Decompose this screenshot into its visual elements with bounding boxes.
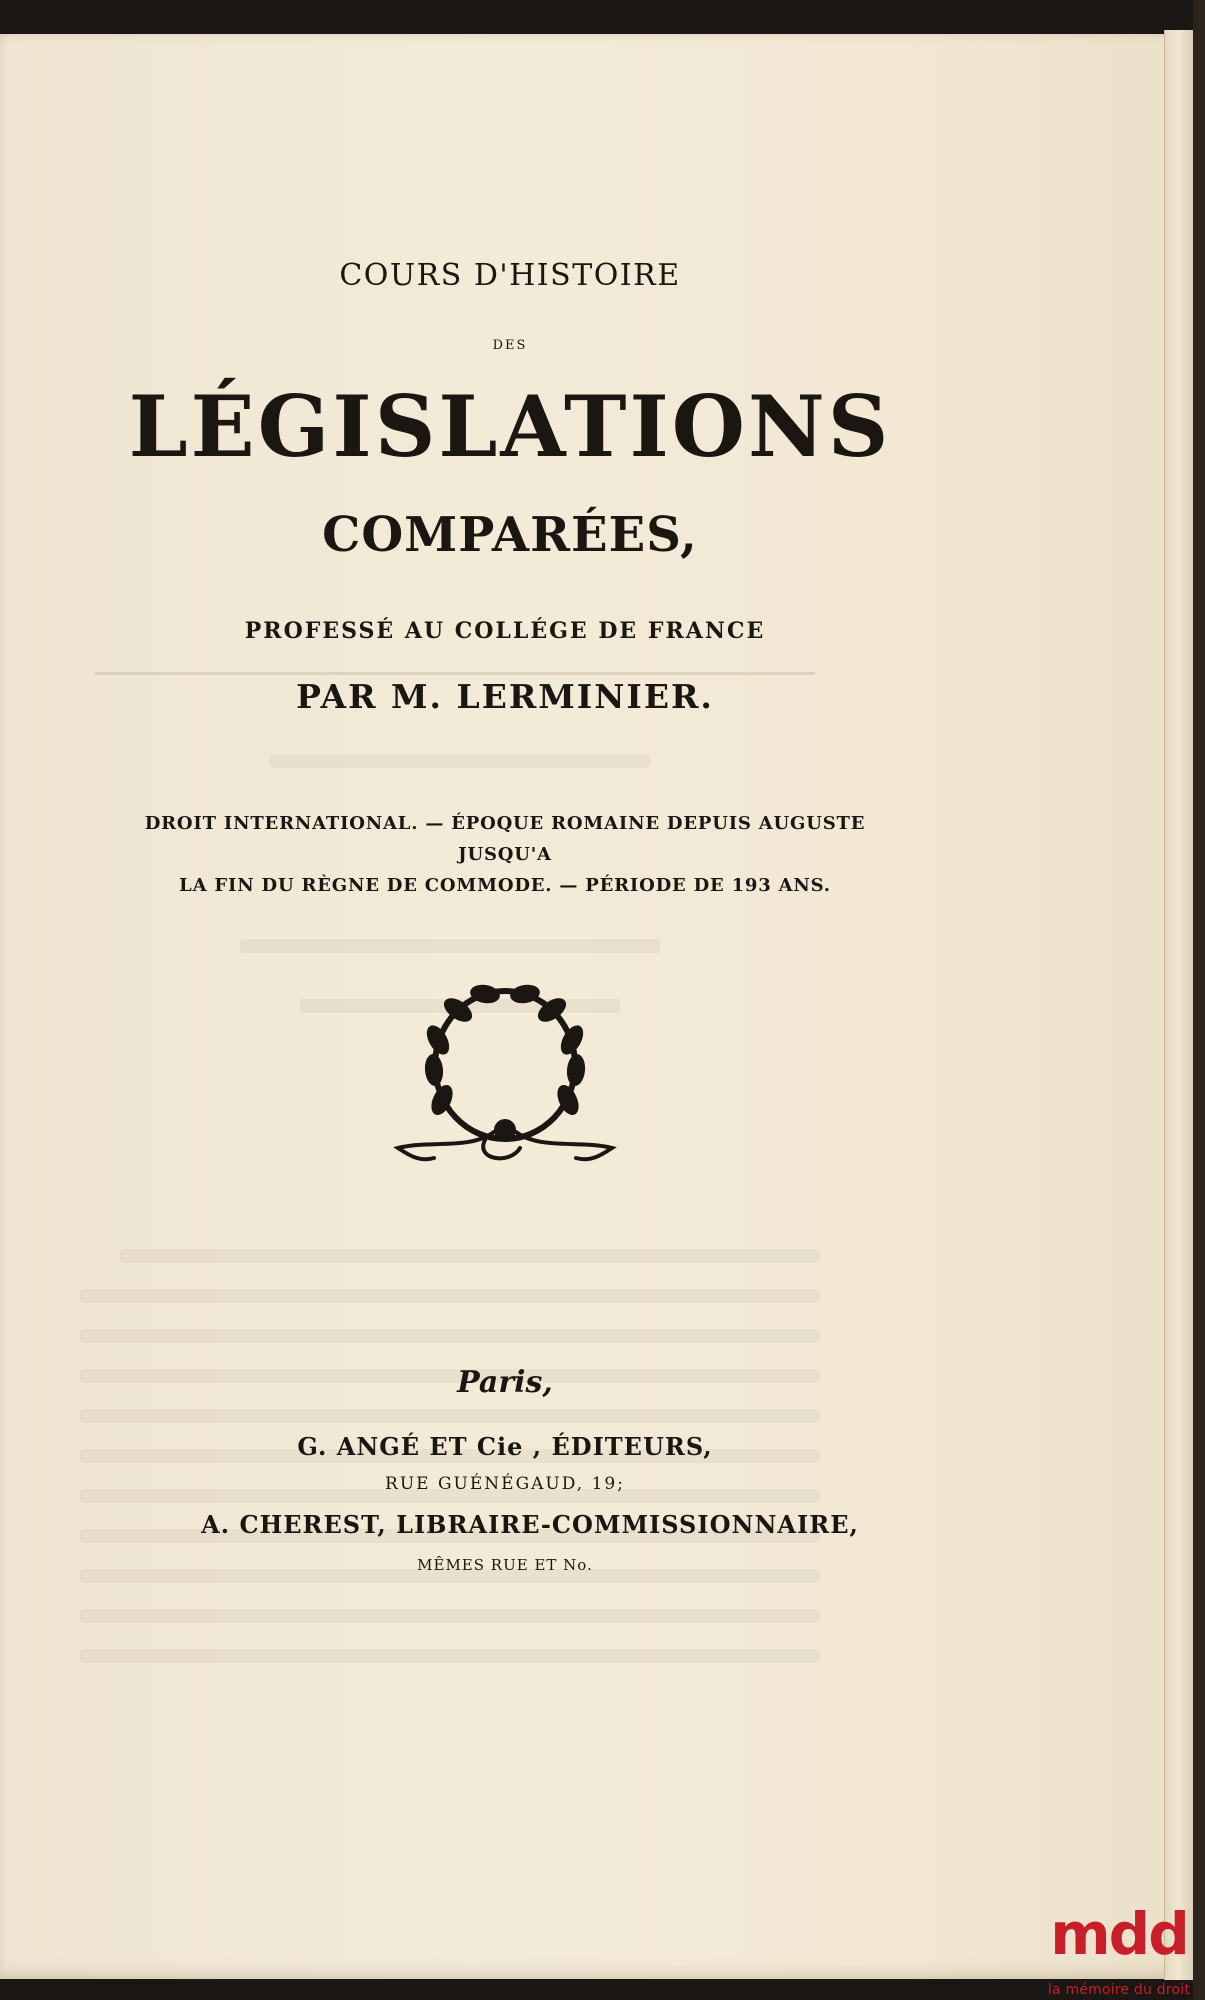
author-line: PAR M. LERMINIER. — [296, 677, 714, 716]
subject-description — [110, 808, 900, 901]
title-line-des: DES — [492, 338, 528, 353]
professe-line: PROFESSÉ AU COLLÉGE DE FRANCE — [244, 618, 766, 644]
laurel-wreath-icon — [390, 980, 620, 1170]
title-line-cours: COURS D'HISTOIRE — [339, 258, 681, 293]
publisher-line-1: G. ANGÉ ET Cie , ÉDITEURS, — [297, 1432, 713, 1461]
publisher-line-2: A. CHEREST, LIBRAIRE-COMMISSIONNAIRE, — [201, 1510, 859, 1539]
subject-line-2: LA FIN DU RÈGNE DE COMMODE. — PÉRIODE DE 193 ANS. — [179, 875, 831, 896]
binding-shadow — [1193, 0, 1205, 2000]
address-line-2: MÊMES RUE ET No. — [417, 1556, 593, 1574]
svg-text:mdd: mdd — [1050, 1900, 1188, 1968]
title-line-comparees: COMPARÉES, — [322, 507, 698, 563]
watermark-tagline: la mémoire du droit — [1047, 1982, 1191, 1998]
main-title: LÉGISLATIONS — [128, 377, 892, 476]
page-edge — [1164, 30, 1195, 1980]
watermark-logo — [1039, 1894, 1199, 1998]
address-line-1: RUE GUÉNÉGAUD, 19; — [385, 1474, 625, 1494]
subject-line-1: DROIT INTERNATIONAL. — ÉPOQUE ROMAINE DEPUIS AUGUSTE JUSQU'A — [144, 813, 866, 865]
place-of-publication: Paris, — [457, 1365, 553, 1400]
mdd-logo-icon — [1039, 1894, 1199, 1970]
